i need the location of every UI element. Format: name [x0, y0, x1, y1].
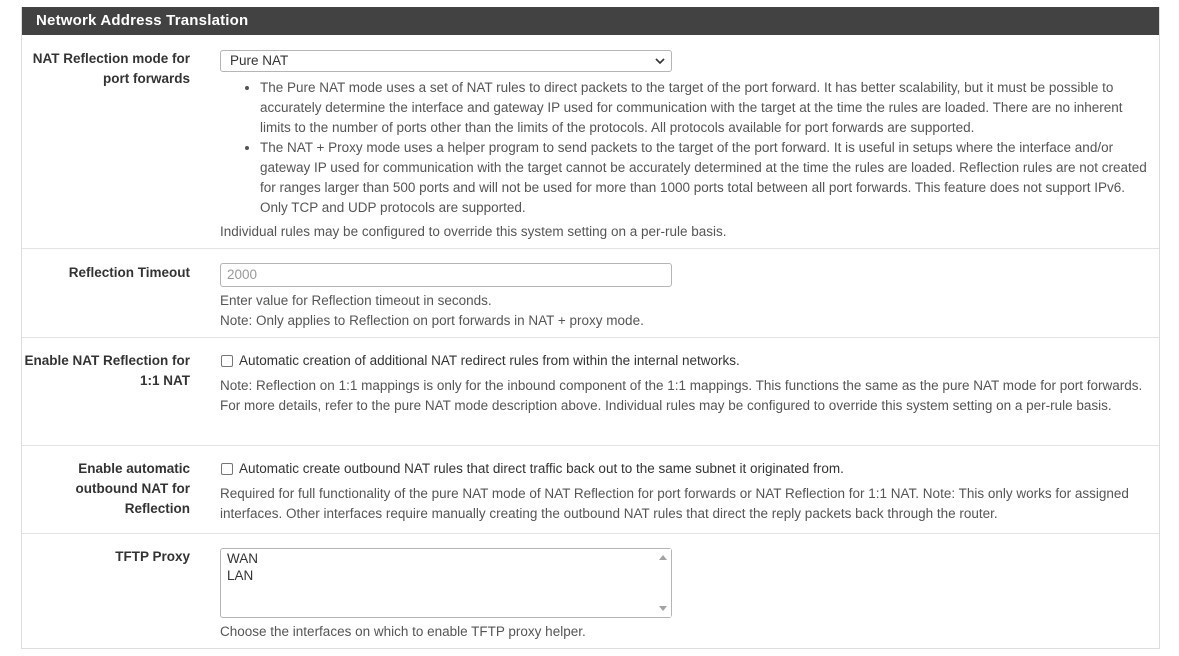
row-reflection-mode — [22, 35, 1159, 249]
row-reflection-1to1 — [22, 338, 1159, 446]
reflection-mode-description — [220, 78, 1155, 218]
nat-panel — [21, 7, 1160, 649]
scroll-up-icon[interactable] — [659, 555, 667, 560]
panel-title: Network Address Translation — [22, 7, 1159, 35]
reflection-mode-content — [220, 50, 1155, 242]
reflection-timeout-label: Reflection Timeout — [68, 265, 190, 280]
auto-outbound-checkbox[interactable] — [221, 463, 233, 475]
row-auto-outbound — [22, 446, 1159, 534]
list-item: • The Pure NAT mode uses a set of NAT rules to direct packets to the target of the port forward. It has better scalability, but it must be possible to accurately determine the interface and gateway IP used for communication with the target at the time the rules are loaded. There are no inherent limits to the number of ports other than the limits of the protocols. All protocols available for port forwards are supported. — [260, 78, 1155, 138]
reflection-timeout-input[interactable]: 2000 — [220, 263, 672, 287]
reflection-1to1-option[interactable] — [220, 351, 1155, 371]
tftp-proxy-help: Choose the interfaces on which to enable TFTP proxy helper. — [220, 624, 586, 639]
reflection-mode-label — [22, 49, 190, 89]
reflection-mode-label-line2: port forwards — [102, 71, 190, 86]
reflection-1to1-content — [220, 351, 1155, 416]
reflection-mode-selected-value: Pure NAT — [230, 53, 289, 68]
row-reflection-timeout — [22, 249, 1159, 338]
tftp-proxy-content — [220, 548, 1155, 642]
chevron-down-icon — [654, 54, 666, 68]
auto-outbound-option[interactable] — [220, 459, 1155, 479]
reflection-mode-select[interactable] — [220, 50, 672, 72]
reflection-1to1-label-line2: 1:1 NAT — [139, 373, 190, 388]
reflection-timeout-help-1: Enter value for Reflection timeout in seconds. — [220, 293, 492, 308]
auto-outbound-label — [22, 459, 190, 519]
auto-outbound-label-line1: Enable automatic — [78, 461, 190, 476]
auto-outbound-label-line3: Reflection — [124, 501, 190, 516]
scroll-down-icon[interactable] — [659, 606, 667, 611]
tftp-proxy-option-lan[interactable]: LAN — [227, 568, 254, 583]
reflection-timeout-help-2: Note: Only applies to Reflection on port forwards in NAT + proxy mode. — [220, 313, 644, 328]
tftp-proxy-label: TFTP Proxy — [115, 549, 190, 564]
reflection-1to1-label-line1: Enable NAT Reflection for — [24, 353, 190, 368]
row-tftp-proxy — [22, 534, 1159, 648]
auto-outbound-help: Required for full functionality of the pure NAT mode of NAT Reflection for port forwards or NAT Reflection for 1:1 NAT. Note: This only works for assigned interfaces. Other interfaces require manually creating the outbound NAT rules that direct the reply packets back through the router. — [220, 486, 1129, 521]
tftp-proxy-option-wan[interactable]: WAN — [227, 551, 258, 566]
listbox-scrollbar[interactable] — [656, 549, 671, 617]
reflection-1to1-help: Note: Reflection on 1:1 mappings is only for the inbound component of the 1:1 mappings. This functions the same as the pure NAT mode for port forwards. For more details, refer to the pure NAT mode description above. Individual rules may be configured to override this system setting on a per-rule basis. — [220, 378, 1143, 413]
list-item: • The NAT + Proxy mode uses a helper program to send packets to the target of the port forward. It is useful in setups where the interface and/or gateway IP used for communication with the target cannot be accurately determined at the time the rules are loaded. Reflection rules are not created for ranges larger than 500 ports and will not be used for more than 1000 ports total between all port forwards. This feature does not support IPv6. Only TCP and UDP protocols are supported. — [260, 138, 1155, 218]
tftp-proxy-listbox[interactable] — [220, 548, 672, 618]
reflection-timeout-content — [220, 263, 1155, 331]
reflection-1to1-checkbox-label: Automatic creation of additional NAT redirect rules from within the internal networks. — [239, 353, 740, 368]
reflection-mode-help: Individual rules may be configured to override this system setting on a per-rule basis. — [220, 224, 727, 239]
reflection-1to1-checkbox[interactable] — [221, 355, 233, 367]
reflection-1to1-label — [22, 351, 190, 391]
auto-outbound-content — [220, 459, 1155, 524]
reflection-mode-label-line1: NAT Reflection mode for — [32, 51, 190, 66]
auto-outbound-label-line2: outbound NAT for — [75, 481, 190, 496]
auto-outbound-checkbox-label: Automatic create outbound NAT rules that direct traffic back out to the same subnet it originated from. — [239, 461, 844, 476]
